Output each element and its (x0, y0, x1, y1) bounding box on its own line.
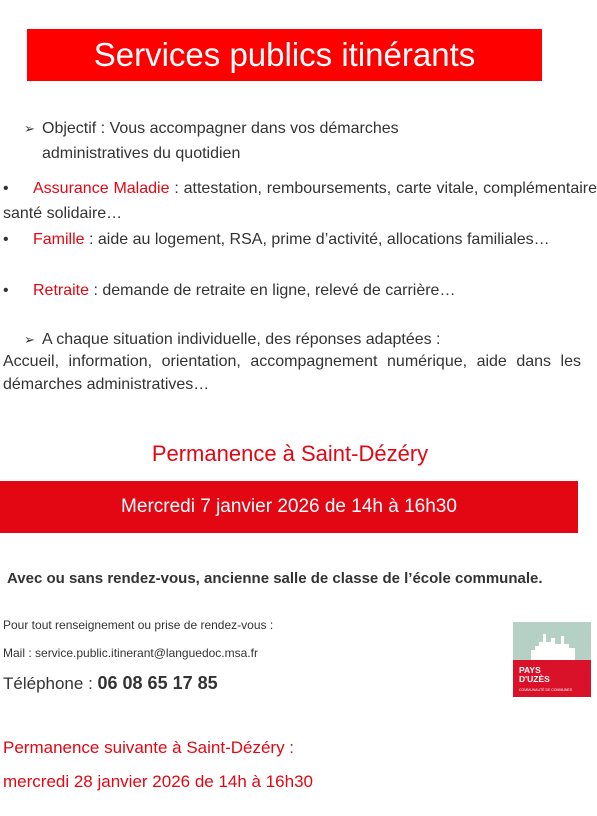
contact-mail (3, 646, 258, 660)
service-label: Retraite (33, 282, 90, 299)
location-info: Avec ou sans rendez-vous, ancienne salle de classe de l’école communale. (7, 570, 543, 587)
service-item-3 (3, 278, 597, 303)
bullet-icon: • (3, 282, 9, 299)
phone-label: Téléphone : (3, 674, 98, 693)
bullet-icon: • (3, 231, 9, 248)
page-title: Services publics itinérants (27, 29, 542, 81)
next-permanence-title: Permanence suivante à Saint-Dézéry : (3, 738, 295, 757)
service-desc: : demande de retraite en ligne, relevé de carrière… (89, 282, 456, 299)
phone-number[interactable]: 06 08 65 17 85 (97, 673, 218, 693)
service-desc: : attestation, remboursements, carte vitale, complémentaire santé solidaire… (3, 180, 597, 222)
contact-intro: Pour tout renseignement ou prise de rendez-vous : (3, 618, 274, 632)
bullet-icon: • (3, 180, 9, 197)
service-item-2 (3, 227, 597, 252)
logo-subtitle: COMMUNAUTÉ DE COMMUNES (519, 688, 573, 692)
service-desc: : aide au logement, RSA, prime d’activité, allocations familiales… (84, 231, 550, 248)
logo-text: PAYS D'UZÈS (519, 665, 550, 684)
permanence-title: Permanence à Saint-Dézéry (151, 441, 429, 466)
mail-label: Mail : (3, 646, 36, 660)
service-label: Assurance Maladie (33, 180, 170, 197)
service-label: Famille (33, 231, 85, 248)
situation-heading-text: A chaque situation individuelle, des réponses adaptées : (42, 331, 441, 348)
mail-link[interactable]: service.public.itinerant@languedoc.msa.fr (35, 646, 258, 660)
town-skyline-icon (513, 622, 591, 662)
pays-uzes-logo (513, 622, 591, 697)
arrow-bullet-icon: ➢ (24, 121, 35, 136)
objective-block (24, 116, 494, 166)
objective-line2: administratives du quotidien (42, 145, 241, 162)
situation-heading (24, 327, 584, 352)
next-permanence-date: mercredi 28 janvier 2026 de 14h à 16h30 (3, 772, 313, 791)
objective-line1: Objectif : Vous accompagner dans vos démarches (42, 120, 399, 137)
permanence-date: Mercredi 7 janvier 2026 de 14h à 16h30 (0, 481, 578, 533)
arrow-bullet-icon: ➢ (24, 332, 35, 347)
contact-phone (3, 673, 218, 694)
service-item-1 (3, 176, 597, 226)
situation-body: Accueil, information, orientation, accompagnement numérique, aide dans les démarches administratives… (3, 353, 581, 393)
